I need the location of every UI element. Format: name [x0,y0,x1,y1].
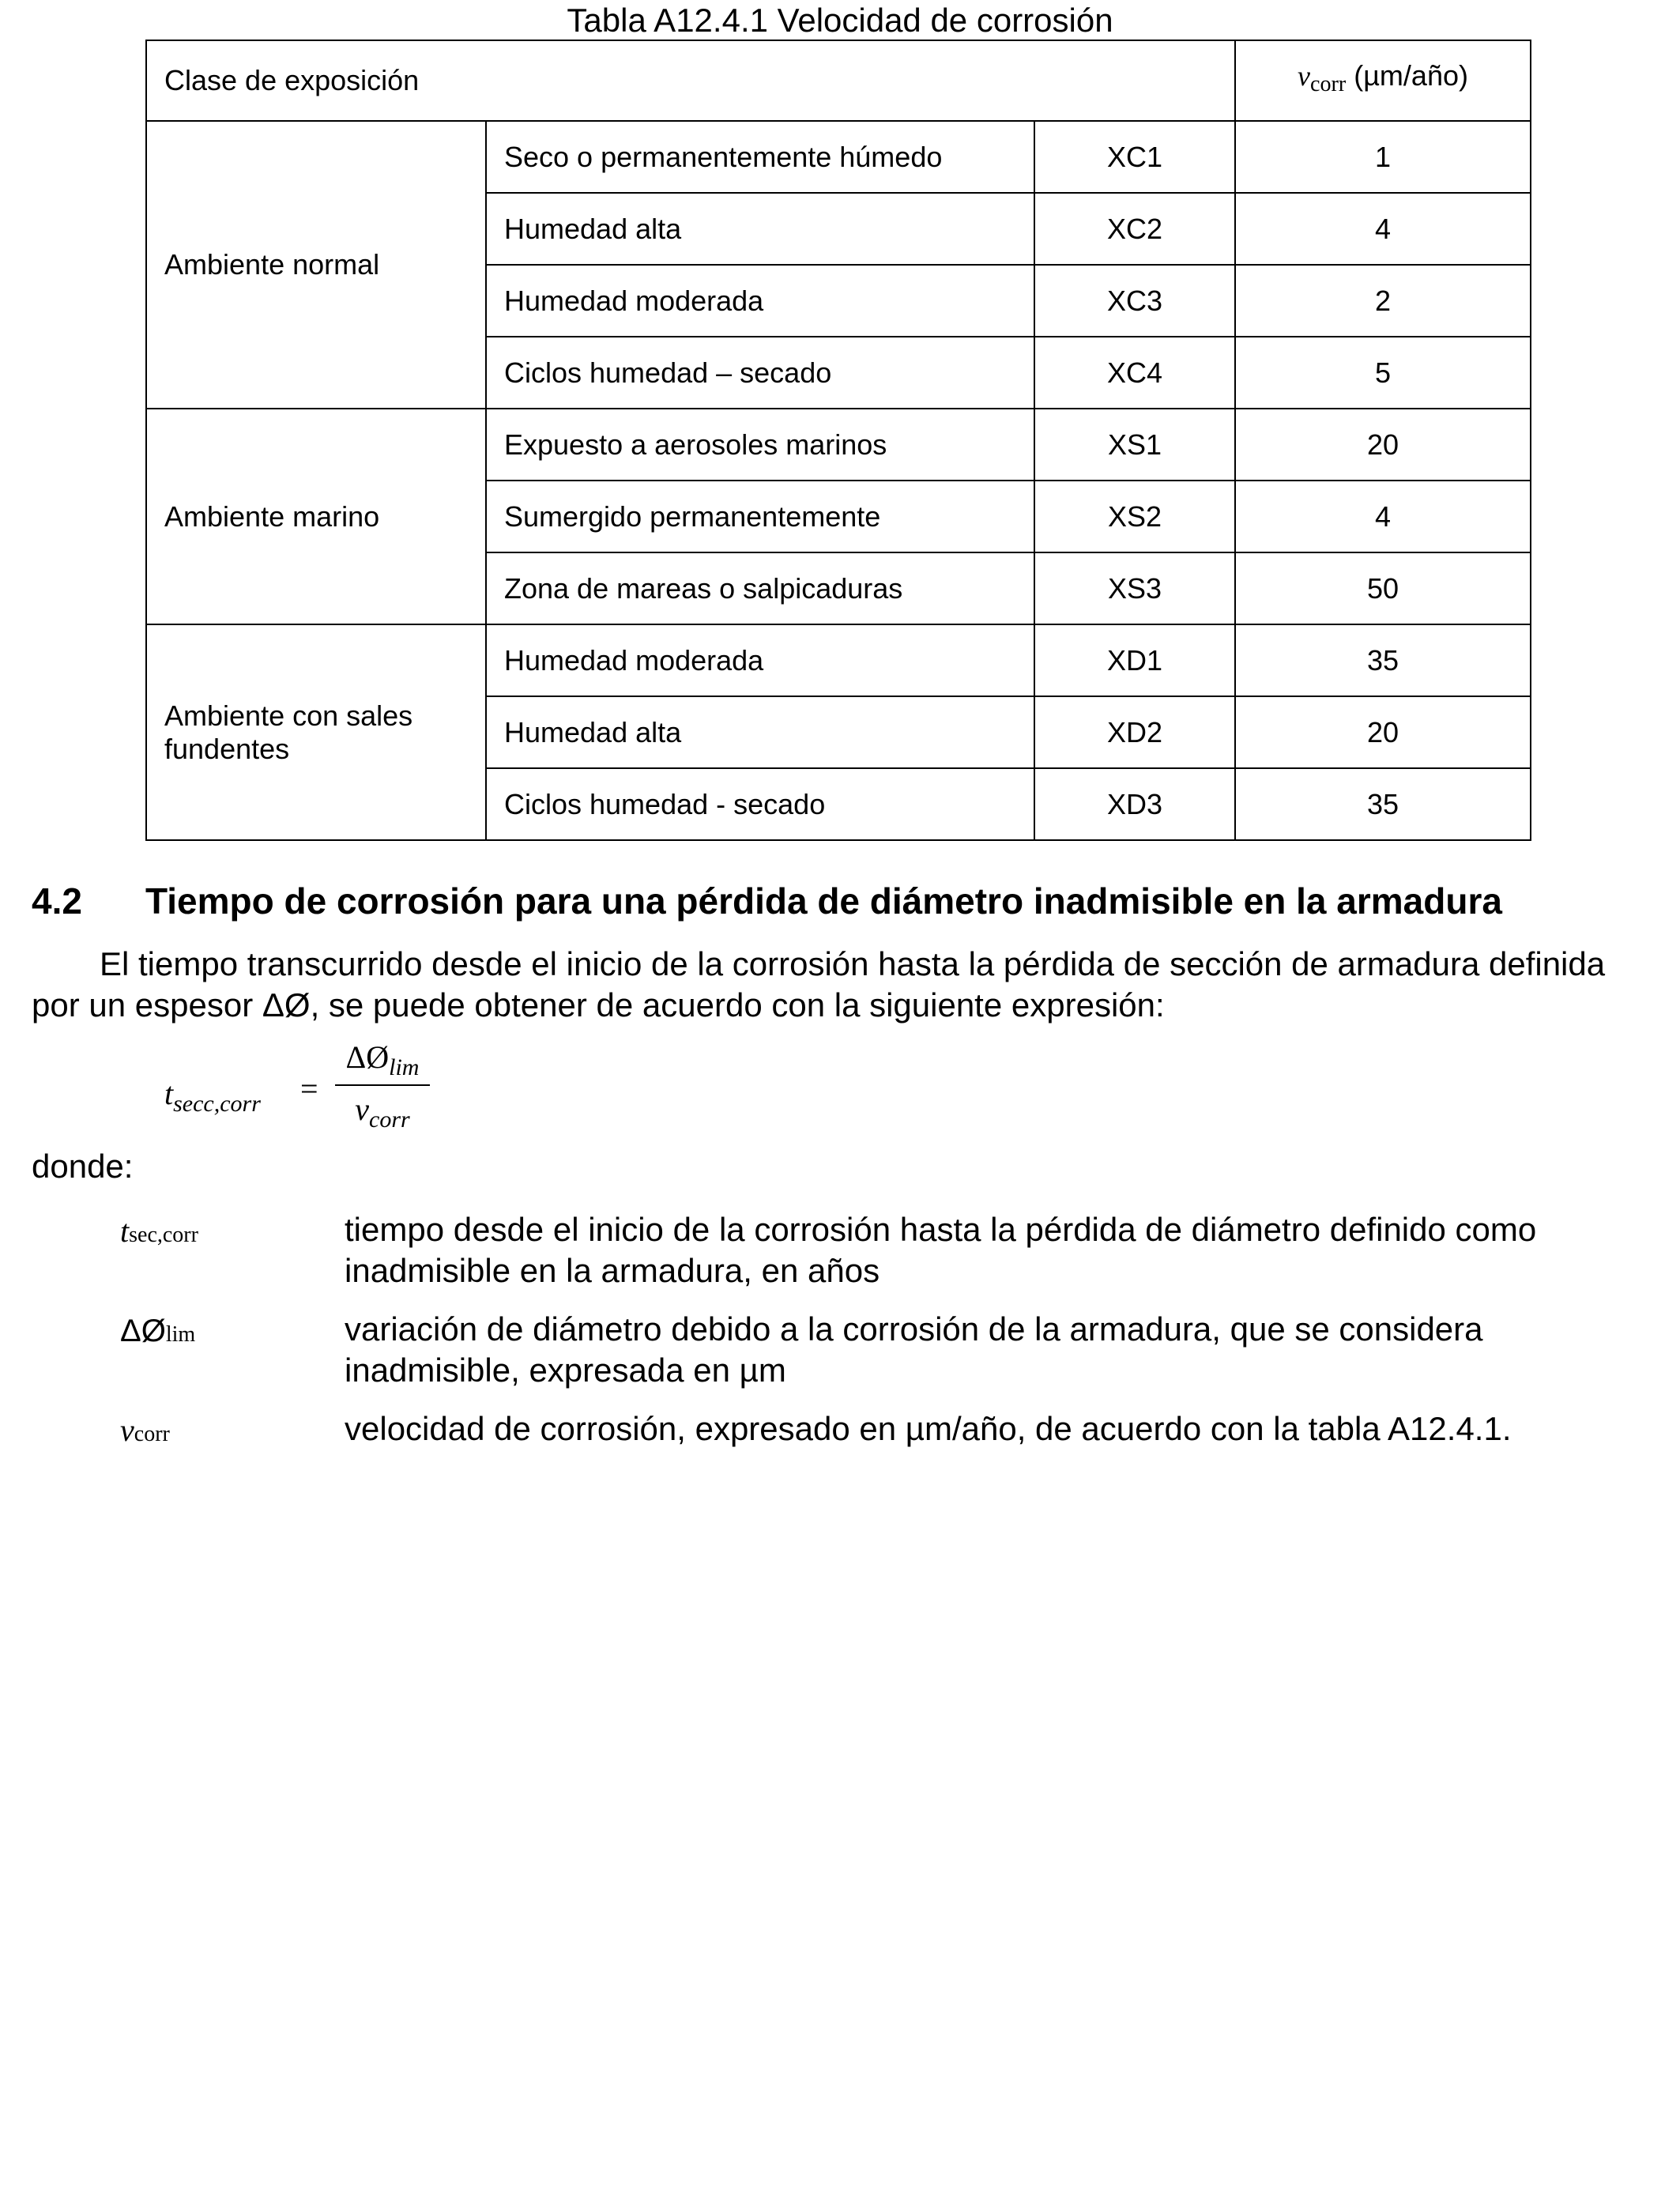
definition-symbol-sub: lim [165,1322,196,1347]
definition-symbol-sub: sec,corr [129,1223,198,1247]
group-label: Ambiente con sales fundentes [146,624,486,840]
cell-clase: XC2 [1034,193,1235,265]
formula-fraction [335,1039,430,1133]
vcorr-symbol-sub: corr [1309,72,1347,97]
cell-clase: XS1 [1034,409,1235,481]
cell-vcorr: 50 [1235,552,1531,624]
cell-clase: XS2 [1034,481,1235,552]
formula-lhs-base: t [164,1076,174,1111]
formula-num-base: ΔØ [345,1039,390,1075]
cell-vcorr: 2 [1235,265,1531,337]
formula-numerator [335,1039,430,1081]
cell-clase: XD3 [1034,768,1235,840]
table-row [146,409,1531,481]
table-row [146,121,1531,193]
definition-symbol-base: t [120,1213,130,1249]
cell-descripcion: Ciclos humedad - secado [486,768,1034,840]
cell-vcorr: 1 [1235,121,1531,193]
cell-descripcion: Humedad moderada [486,624,1034,696]
cell-descripcion: Zona de mareas o salpicaduras [486,552,1034,624]
section-paragraph: El tiempo transcurrido desde el inicio de la corrosión hasta la pérdida de sección de armadura definida por un espesor ΔØ, se puede obtener de acuerdo con la siguiente expresión: [32,945,1606,1023]
definition-text: velocidad de corrosión, expresado en µm/año, de acuerdo con la tabla A12.4.1. [345,1410,1512,1447]
cell-descripcion: Seco o permanentemente húmedo [486,121,1034,193]
formula-denominator [335,1091,430,1133]
vcorr-symbol: v [1298,60,1310,92]
cell-descripcion: Humedad alta [486,193,1034,265]
cell-clase: XD2 [1034,696,1235,768]
header-clase-exposicion: Clase de exposición [146,40,1235,121]
cell-descripcion: Sumergido permanentemente [486,481,1034,552]
cell-vcorr: 35 [1235,624,1531,696]
cell-clase: XC4 [1034,337,1235,409]
definition-symbol [120,1212,198,1250]
donde-label: donde: [32,1148,134,1185]
formula-equals: = [300,1071,318,1106]
formula-den-base: v [355,1091,370,1127]
fraction-bar [335,1084,430,1086]
cell-clase: XS3 [1034,552,1235,624]
definition-text: tiempo desde el inicio de la corrosión hasta la pérdida de diámetro definido como inadmisible en la armadura, en años [345,1211,1537,1289]
definition-symbol-base: ΔØ [120,1314,166,1348]
table-header-row [146,40,1531,121]
cell-descripcion: Humedad moderada [486,265,1034,337]
definition-symbol-base: v [120,1412,134,1448]
definition-symbol-sub: corr [134,1422,170,1446]
cell-vcorr: 5 [1235,337,1531,409]
cell-descripcion: Ciclos humedad – secado [486,337,1034,409]
formula-lhs-sub: secc,corr [173,1091,261,1117]
cell-vcorr: 20 [1235,696,1531,768]
cell-vcorr: 20 [1235,409,1531,481]
cell-vcorr: 4 [1235,481,1531,552]
definition-symbol [120,1412,170,1449]
formula-num-sub: lim [389,1054,420,1080]
cell-vcorr: 35 [1235,768,1531,840]
definition-text: variación de diámetro debido a la corrosión de la armadura, que se considera inadmisible, expresada en µm [345,1310,1483,1389]
section-number: 4.2 [32,880,82,922]
cell-clase: XC1 [1034,121,1235,193]
group-label: Ambiente marino [146,409,486,624]
table-row [146,624,1531,696]
table-caption: Tabla A12.4.1 Velocidad de corrosión [567,2,1113,39]
cell-clase: XD1 [1034,624,1235,696]
group-label: Ambiente normal [146,121,486,409]
cell-descripcion: Humedad alta [486,696,1034,768]
vcorr-unit: (µm/año) [1354,59,1468,92]
formula-den-sub: corr [369,1106,410,1133]
cell-vcorr: 4 [1235,193,1531,265]
definition-symbol [120,1312,195,1349]
section-heading [32,879,1502,923]
cell-clase: XC3 [1034,265,1235,337]
corrosion-rate-table [145,40,1531,841]
cell-descripcion: Expuesto a aerosoles marinos [486,409,1034,481]
formula-lhs [164,1075,261,1118]
header-vcorr [1235,40,1531,121]
section-title: Tiempo de corrosión para una pérdida de diámetro inadmisible en la armadura [145,880,1502,922]
